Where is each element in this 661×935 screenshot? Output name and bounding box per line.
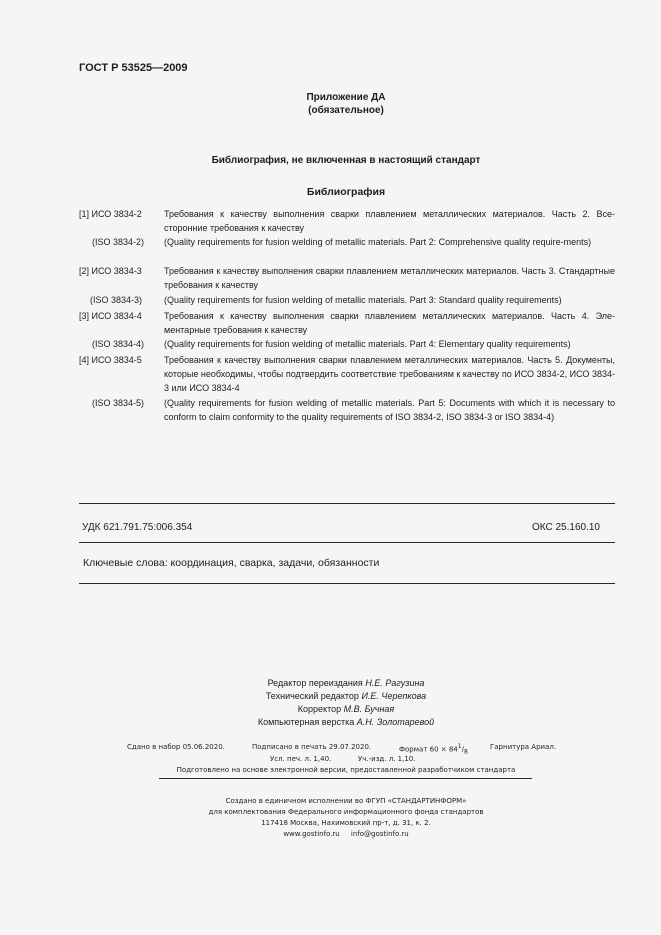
divider-line [79, 583, 615, 584]
ref-label: (ISO 3834-5) [92, 398, 145, 408]
ref-label: [3] ИСО 3834-4 [79, 311, 142, 321]
bibliography-heading: Библиография, не включенная в настоящий стандарт [211, 155, 481, 166]
credit-person: Н.Е. Рагузина [365, 678, 425, 688]
bibliography-subheading: Библиография [306, 186, 386, 198]
ref-text: (Quality requirements for fusion welding of metallic materials. Part 5: Documents with which it is necessary to conform to claim conformity to the quality requirements of ISO 3834-2, ISO 3834-3 or ISO 3834-4) [164, 398, 615, 422]
imprint-typeface: Гарнитура Ариал. [490, 743, 557, 751]
ref-label: [2] ИСО 3834-3 [79, 266, 142, 276]
credit-person: М.В. Бучная [343, 704, 395, 714]
imprint-pub-sheets: Уч.-изд. л. 1,10. [358, 755, 416, 763]
ref-text: Требования к качеству выполнения сварки плавлением металлических материалов. Часть 4. Эле-ментарные требования к качеству [164, 311, 615, 335]
publisher-line: для комплектования Федерального информационного фонда стандартов [208, 808, 484, 816]
ref-text: Требования к качеству выполнения сварки плавлением металлических материалов. Часть 3. Стандартные требования к качеству [164, 266, 615, 290]
ref-text: (Quality requirements for fusion welding of metallic materials. Part 4: Elementary quality requirements) [164, 339, 571, 349]
credit-role: Корректор [297, 704, 342, 714]
publisher-contacts [0, 830, 661, 838]
credit-tech-editor [0, 690, 661, 703]
credit-role: Компьютерная верстка [257, 717, 355, 727]
credit-corrector [0, 703, 661, 716]
divider-line [159, 778, 532, 779]
ref-label: (ISO 3834-4) [92, 339, 145, 349]
credit-person: И.Е. Черепкова [361, 691, 427, 701]
credit-role: Технический редактор [265, 691, 359, 701]
imprint-print-sheets: Усл. печ. л. 1,40. [270, 755, 332, 763]
credit-role: Редактор переиздания [267, 678, 363, 688]
imprint-signed: Подписано в печать 29.07.2020. [252, 743, 372, 751]
publisher-email[interactable]: info@gostinfo.ru [350, 830, 409, 838]
divider-line [79, 542, 615, 543]
ref-label: [1] ИСО 3834-2 [79, 209, 142, 219]
credit-person: А.Н. Золотаревой [356, 717, 435, 727]
oks-code: ОКС 25.160.10 [532, 522, 600, 533]
annex-title: Приложение ДА [306, 92, 386, 103]
udk-code: УДК 621.791.75:006.354 [82, 522, 193, 533]
imprint-format: Формат $60 \times 84^1/_8$ [399, 743, 468, 756]
keywords-line: Ключевые слова: координация, сварка, задачи, обязанности [83, 557, 380, 569]
ref-label: [4] ИСО 3834-5 [79, 355, 142, 365]
publisher-line: Создано в единичном исполнении во ФГУП «СТАНДАРТИНФОРМ» [225, 797, 467, 805]
ref-text: Требования к качеству выполнения сварки плавлением металлических материалов. Часть 5. Документы, которые необходимы, чтобы подтвердить соответствие требованиям к качеству по ИСО 3834-2, ИСО 3834-3 или ИСО 3834-4 [164, 355, 615, 393]
imprint-prepared: Подготовлено на основе электронной версии, предоставленной разработчиком стандарта [176, 766, 516, 774]
publisher-website[interactable]: www.gostinfo.ru [283, 830, 340, 838]
ref-text: Требования к качеству выполнения сварки плавлением металлических материалов. Часть 2. Все-сторонние требования к качеству [164, 209, 615, 233]
ref-label: (ISO 3834-3) [90, 295, 143, 305]
credit-layout [0, 716, 661, 729]
credit-editor [0, 677, 661, 690]
publisher-address: 117418 Москва, Нахимовский пр-т, д. 31, к. 2. [261, 819, 431, 827]
ref-label: (ISO 3834-2) [92, 237, 145, 247]
standard-number: ГОСТ Р 53525—2009 [79, 62, 188, 74]
ref-text: (Quality requirements for fusion welding of metallic materials. Part 3: Standard quality requirements) [164, 295, 562, 305]
ref-text: (Quality requirements for fusion welding of metallic materials. Part 2: Comprehensive quality require-ments) [164, 237, 592, 247]
imprint-submitted: Сдано в набор 05.06.2020. [127, 743, 225, 751]
divider-line [79, 503, 615, 504]
annex-status: (обязательное) [308, 105, 384, 116]
